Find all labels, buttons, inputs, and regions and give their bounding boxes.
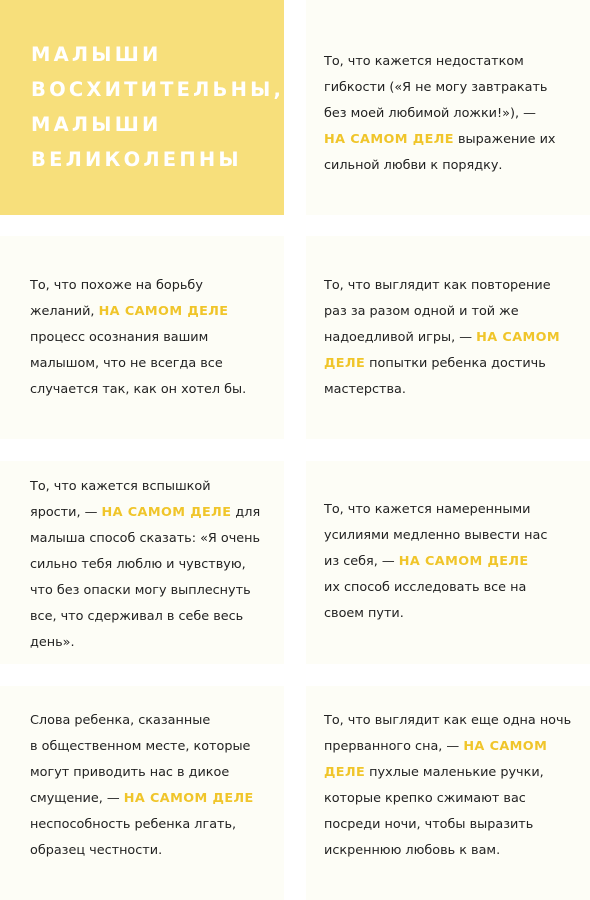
card-text (30, 708, 254, 864)
text-line (324, 734, 571, 760)
text-line (30, 604, 260, 630)
highlight-phrase: ДЕЛЕ (324, 765, 366, 780)
text-line (30, 299, 246, 325)
highlight-phrase: ДЕЛЕ (324, 356, 366, 371)
text-line (30, 630, 260, 656)
statement-card-flexibility (306, 0, 590, 215)
highlight-phrase: НА САМОМ (476, 330, 561, 345)
text-segment: То, что похоже на борьбу (30, 278, 203, 293)
text-segment: прерванного сна, — (324, 739, 464, 754)
highlight-phrase: НА САМОМ ДЕЛЕ (123, 791, 254, 806)
text-segment: мастерства. (324, 382, 406, 397)
text-line (324, 325, 560, 351)
highlight-phrase: НА САМОМ (463, 739, 548, 754)
text-segment: усилиями медленно вывести нас (324, 528, 548, 543)
text-segment: для (231, 505, 261, 520)
text-segment: своем пути. (324, 606, 404, 621)
text-line (30, 812, 254, 838)
card-text (30, 273, 246, 403)
text-segment: гибкости («Я не могу завтракать (324, 80, 548, 95)
text-line (324, 601, 547, 627)
statement-card-night (306, 686, 590, 900)
text-line (324, 786, 571, 812)
text-segment: посреди ночи, чтобы выразить (324, 817, 534, 832)
text-line (324, 153, 556, 179)
text-segment: неспособность ребенка лгать, (30, 817, 237, 832)
text-line (30, 526, 260, 552)
text-segment: что без опаски могу выплеснуть (30, 583, 251, 598)
text-segment: ярости, — (30, 505, 102, 520)
text-line (30, 578, 260, 604)
text-line (324, 575, 547, 601)
text-segment: То, что выглядит как повторение (324, 278, 551, 293)
text-line (324, 812, 571, 838)
text-segment: искреннюю любовь к вам. (324, 843, 501, 858)
text-line (324, 127, 556, 153)
title-line: МАЛЫШИ (31, 113, 162, 136)
card-text (324, 49, 556, 179)
text-segment: желаний, (30, 304, 99, 319)
statement-card-repetition (306, 236, 590, 439)
card-text (324, 708, 571, 864)
text-line (30, 786, 254, 812)
statement-card-exploration (306, 461, 590, 664)
text-segment: сильно тебя люблю и чувствую, (30, 557, 246, 572)
text-line (324, 708, 571, 734)
card-text (324, 497, 547, 627)
text-segment: образец честности. (30, 843, 163, 858)
text-segment: То, что кажется намеренными (324, 502, 531, 517)
text-segment: То, что кажется вспышкой (30, 479, 211, 494)
text-line (30, 500, 260, 526)
text-line (324, 101, 556, 127)
text-segment: надоедливой игры, — (324, 330, 477, 345)
text-segment: То, что выглядит как еще одна ночь (324, 713, 572, 728)
text-segment: могут приводить нас в дикое (30, 765, 230, 780)
text-line (324, 75, 556, 101)
page-title (31, 37, 284, 177)
text-segment: процесс осознания вашим (30, 330, 209, 345)
text-segment: которые крепко сжимают вас (324, 791, 526, 806)
text-segment: сильной любви к порядку. (324, 158, 503, 173)
text-segment: смущение, — (30, 791, 124, 806)
text-segment: малышом, что не всегда все (30, 356, 223, 371)
text-segment: в общественном месте, которые (30, 739, 251, 754)
statement-card-desires (0, 236, 284, 439)
text-line (30, 273, 246, 299)
text-line (324, 760, 571, 786)
text-segment: без моей любимой ложки!»), — (324, 106, 536, 121)
title-card (0, 0, 284, 215)
text-segment: попытки ребенка достичь (365, 356, 546, 371)
text-line (324, 273, 560, 299)
text-segment: случается так, как он хотел бы. (30, 382, 247, 397)
text-line (324, 523, 547, 549)
text-segment: малыша способ сказать: «Я очень (30, 531, 261, 546)
text-line (30, 760, 254, 786)
title-line: ВЕЛИКОЛЕПНЫ (31, 148, 242, 171)
text-line (30, 474, 260, 500)
text-segment: выражение их (453, 132, 556, 147)
statement-card-outburst (0, 461, 284, 664)
card-text (324, 273, 560, 403)
title-line: ВОСХИТИТЕЛЬНЫ, (31, 78, 285, 101)
text-line (30, 838, 254, 864)
highlight-phrase: НА САМОМ ДЕЛЕ (398, 554, 529, 569)
highlight-phrase: НА САМОМ ДЕЛЕ (98, 304, 229, 319)
text-line (324, 351, 560, 377)
text-line (30, 351, 246, 377)
text-segment: их способ исследовать все на (324, 580, 527, 595)
title-line: МАЛЫШИ (31, 43, 162, 66)
text-line (324, 299, 560, 325)
card-text (30, 474, 260, 656)
text-line (30, 325, 246, 351)
text-line (324, 838, 571, 864)
text-line (30, 552, 260, 578)
text-segment: день». (30, 635, 75, 650)
highlight-phrase: НА САМОМ ДЕЛЕ (101, 505, 232, 520)
text-segment: из себя, — (324, 554, 399, 569)
text-line (30, 377, 246, 403)
text-segment: пухлые маленькие ручки, (365, 765, 544, 780)
text-line (324, 49, 556, 75)
text-segment: все, что сдерживал в себе весь (30, 609, 244, 624)
text-line (324, 497, 547, 523)
text-line (324, 549, 547, 575)
text-segment: То, что кажется недостатком (324, 54, 524, 69)
statement-card-honesty (0, 686, 284, 900)
text-line (30, 708, 254, 734)
text-segment: раз за разом одной и той же (324, 304, 519, 319)
text-line (324, 377, 560, 403)
text-line (30, 734, 254, 760)
highlight-phrase: НА САМОМ ДЕЛЕ (324, 132, 454, 147)
text-segment: Слова ребенка, сказанные (30, 713, 211, 728)
